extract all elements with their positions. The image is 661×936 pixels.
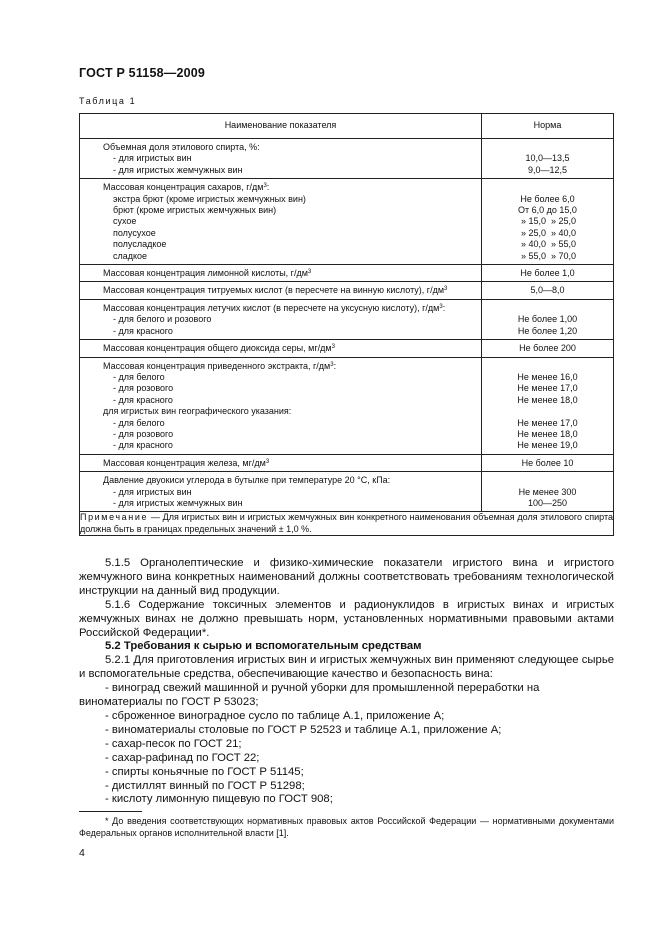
row-title: Массовая концентрация общего диоксида серы, мг/дм	[103, 343, 332, 354]
row-title-sup: 3	[263, 183, 267, 190]
table-row	[80, 265, 614, 282]
page-number: 4	[79, 847, 85, 859]
row-value: Не менее 17,0	[517, 383, 578, 394]
row-value: » 55,0 » 70,0	[521, 250, 577, 261]
row-value: Не менее 19,0	[517, 440, 578, 451]
paragraph-5-2-1: 5.2.1 Для приготовления игристых вин и игристых жемчужных вин применяют следующее сырье и вспомогательные средства, обеспечивающие качество и безопасность вина:	[79, 654, 614, 681]
list-item: - виноград свежий машинной и ручной уборки для промышленной переработки на виноматериалы по ГОСТ Р 53023;	[79, 682, 540, 709]
row-item: полусладкое	[113, 239, 167, 250]
row-item: полусухое	[113, 227, 156, 238]
row-item: - для игристых вин	[113, 486, 192, 497]
table-row	[80, 340, 614, 357]
row-item: - для белого и розового	[113, 314, 212, 325]
row-value: 10,0—13,5	[525, 153, 570, 164]
row-item: сухое	[113, 216, 137, 227]
row-title: Массовая концентрация летучих кислот (в пересчете на уксусную кислоту), г/дм	[103, 302, 440, 313]
row-title: Объемная доля этилового спирта, %:	[103, 142, 260, 152]
table-row	[80, 139, 614, 179]
row-title: Массовая концентрация приведенного экстракта, г/дм	[103, 360, 331, 371]
row-title-sup: 3	[330, 361, 334, 368]
column-header-name: Наименование показателя	[80, 114, 482, 139]
list-item: - сброженное виноградное сусло по таблице А.1, приложение А;	[105, 709, 445, 722]
table-row	[80, 282, 614, 299]
row-title: Давление двуокиси углерода в бутылке при температуре 20 °С, кПа:	[103, 475, 391, 486]
row-item: - для розового	[113, 383, 174, 394]
paragraph-5-1-6: 5.1.6 Содержание токсичных элементов и радионуклидов в игристых винах и игристых жемчужных винах не должно превышать норм, установленных нормативными правовыми актами Российской Федерации*.	[79, 598, 614, 639]
row-value: Не более 200	[519, 343, 576, 354]
row-title-sup: 3	[331, 344, 335, 351]
row-value: От 6,0 до 15,0	[518, 205, 577, 216]
row-item: - для красного	[113, 440, 173, 451]
row-value: Не менее 16,0	[517, 371, 578, 382]
note-text: — Для игристых вин и игристых жемчужных вин конкретного наименования объемная доля этилового спирта должна быть в границах предельных значений ± 1,0 %.	[80, 512, 613, 534]
row-title-suffix: :	[442, 302, 446, 313]
footnote-divider	[79, 811, 142, 812]
row-value: Не менее 18,0	[517, 394, 578, 405]
row-item: - для игристых вин	[113, 153, 192, 164]
table-header-row	[80, 114, 614, 139]
row-item: - для красного	[113, 394, 173, 405]
row-item: брют (кроме игристых жемчужных вин)	[113, 205, 277, 216]
table-note-row	[80, 512, 614, 536]
row-item: - для розового	[113, 428, 174, 439]
row-value: » 25,0 » 40,0	[521, 227, 577, 238]
row-value: Не менее 300	[518, 486, 577, 497]
row-title-sup: 3	[307, 269, 312, 276]
row-item: - для белого	[113, 371, 165, 382]
row-item: - для красного	[113, 325, 173, 336]
row-value: Не более 1,0	[520, 268, 575, 279]
specification-table	[79, 113, 614, 536]
row-item: - для игристых жемчужных вин	[113, 497, 243, 508]
row-title-sup: 3	[265, 458, 270, 465]
row-item: экстра брют (кроме игристых жемчужных вин)	[113, 193, 306, 204]
row-value: Не более 10	[521, 457, 574, 468]
row-title-sup: 3	[439, 303, 443, 310]
row-title-sup: 3	[444, 286, 448, 293]
row-title: Массовая концентрация лимонной кислоты, г/дм	[103, 268, 308, 279]
row-value: » 15,0 » 25,0	[521, 216, 577, 227]
footnote: * До введения соответствующих нормативных правовых актов Российской Федерации — нормативными документами Федеральных органов исполнительной власти [1].	[79, 816, 614, 839]
row-item: сладкое	[113, 250, 148, 261]
row-value: 9,0—12,5	[527, 164, 568, 175]
row-value: Не более 6,0	[520, 193, 575, 204]
body-text	[79, 557, 614, 807]
row-value: Не менее 18,0	[517, 428, 578, 439]
list-item: - спирты коньячные по ГОСТ Р 51145;	[105, 765, 304, 778]
row-item: - для белого	[113, 417, 165, 428]
row-value: Не менее 17,0	[517, 417, 578, 428]
row-title-suffix: :	[266, 182, 270, 193]
table-caption: Таблица 1	[79, 96, 137, 106]
row-value: 5,0—8,0	[530, 285, 565, 296]
row-subtitle: для игристых вин географического указания:	[103, 406, 292, 417]
row-title-suffix: :	[333, 360, 337, 371]
document-code: ГОСТ Р 51158—2009	[79, 66, 206, 80]
list-item: - дистиллят винный по ГОСТ Р 51298;	[105, 779, 305, 792]
column-header-norm: Норма	[482, 114, 614, 139]
paragraph-5-1-5: 5.1.5 Органолептические и физико-химические показатели игристого вина и игристого жемчужного вина конкретных наименований должны соответствовать требованиям технологической инструкции на данный вид продукции.	[79, 557, 614, 597]
table-row	[80, 179, 614, 265]
row-title: Массовая концентрация титруемых кислот (в пересчете на винную кислоту), г/дм	[103, 285, 445, 296]
row-title: Массовая концентрация железа, мг/дм	[103, 457, 266, 468]
row-value: » 40,0 » 55,0	[521, 239, 577, 250]
row-value: 100—250	[527, 497, 568, 508]
list-item: - сахар-рафинад по ГОСТ 22;	[105, 751, 260, 764]
row-item: - для игристых жемчужных вин	[113, 164, 243, 175]
table-row	[80, 357, 614, 454]
row-value: Не более 1,00	[517, 314, 578, 325]
table-row	[80, 299, 614, 339]
section-heading-5-2: 5.2 Требования к сырью и вспомогательным средствам	[105, 640, 422, 653]
table-row	[80, 454, 614, 471]
row-title: Массовая концентрация сахаров, г/дм	[103, 182, 264, 193]
table-note	[80, 512, 614, 536]
list-item: - кислоту лимонную пищевую по ГОСТ 908;	[105, 793, 333, 806]
list-item: - сахар-песок по ГОСТ 21;	[105, 737, 242, 750]
note-label: Примечание	[80, 512, 149, 523]
row-value: Не более 1,20	[517, 325, 578, 336]
table-row	[80, 472, 614, 512]
list-item: - виноматериалы столовые по ГОСТ Р 52523 и таблице А.1, приложение А;	[105, 723, 502, 736]
